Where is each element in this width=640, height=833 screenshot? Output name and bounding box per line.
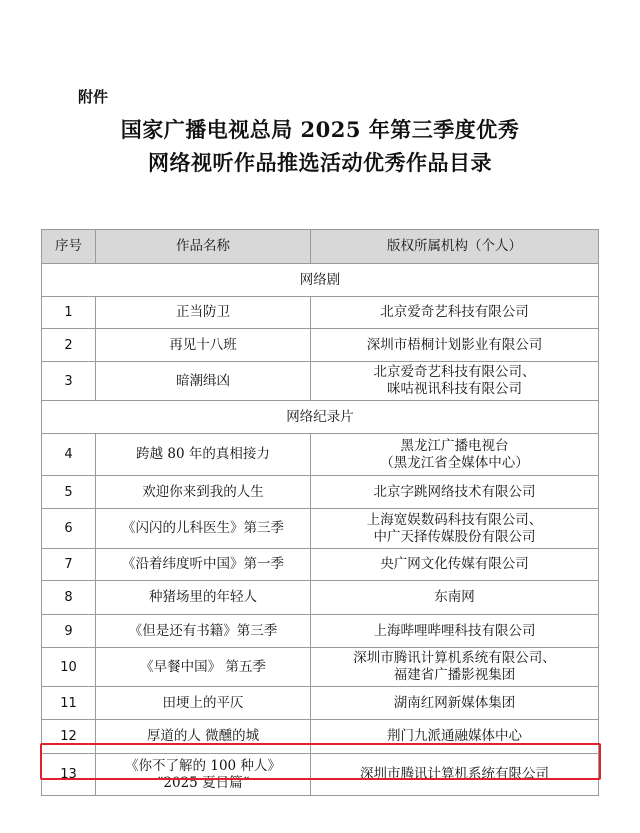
work-title-cell [96, 687, 311, 720]
category-label: 网络纪录片 [42, 401, 599, 434]
copyright-owner-cell-line: 北京字跳网络技术有限公司 [373, 483, 536, 500]
table-row [42, 329, 599, 362]
copyright-owner-cell [311, 434, 599, 476]
header-serial-number: 序号 [42, 230, 96, 264]
serial-number-cell: 13 [42, 754, 96, 796]
works-catalog-table [41, 229, 599, 796]
work-title-cell-line: 《早餐中国》 第五季 [140, 658, 266, 675]
copyright-owner-cell-line: 北京爱奇艺科技有限公司、 [373, 364, 536, 380]
category-row [42, 401, 599, 434]
table-row [42, 297, 599, 329]
table-row [42, 687, 599, 720]
highlight-box [40, 743, 601, 780]
table-row [42, 615, 599, 648]
copyright-owner-cell [311, 509, 599, 549]
work-title-cell-line: “2025 夏日篇“ [156, 774, 250, 791]
serial-number-cell: 2 [42, 329, 96, 362]
attachment-label: 附件 [78, 88, 109, 106]
copyright-owner-cell-line: 上海宽娱数码科技有限公司、 [366, 511, 543, 528]
copyright-owner-cell [311, 648, 599, 687]
table-row [42, 509, 599, 549]
work-title-cell [96, 329, 311, 362]
copyright-owner-cell [311, 549, 599, 581]
copyright-owner-cell-line: （黑龙江省全媒体中心） [380, 454, 529, 471]
serial-number-cell: 10 [42, 648, 96, 687]
serial-number-cell: 5 [42, 476, 96, 509]
copyright-owner-cell-line: 深圳市腾讯计算机系统有限公司、 [353, 650, 556, 666]
category-row [42, 264, 599, 297]
work-title-cell [96, 362, 311, 401]
document-title-line-2: 网络视听作品推选活动优秀作品目录 [148, 150, 492, 175]
serial-number-cell: 11 [42, 687, 96, 720]
work-title-cell-line: 暗潮缉凶 [176, 372, 230, 389]
copyright-owner-cell-line: 咪咕视讯科技有限公司 [387, 381, 522, 397]
work-title-cell [96, 509, 311, 549]
copyright-owner-cell [311, 581, 599, 615]
copyright-owner-cell-line: 深圳市腾讯计算机系统有限公司 [360, 766, 549, 782]
category-label: 网络剧 [42, 264, 599, 297]
serial-number-cell: 9 [42, 615, 96, 648]
copyright-owner-cell-line: 央广网文化传媒有限公司 [380, 556, 529, 572]
serial-number-cell: 4 [42, 434, 96, 476]
work-title-cell-line: 《你不了解的 100 种人》 [125, 757, 281, 774]
copyright-owner-cell-line: 中广天择传媒股份有限公司 [373, 528, 536, 545]
work-title-cell-line: 《但是还有书籍》第三季 [128, 622, 278, 639]
work-title-cell-line: 《沿着纬度听中国》第一季 [122, 556, 284, 572]
serial-number-cell: 8 [42, 581, 96, 615]
work-title-cell-line: 田埂上的平仄 [162, 694, 244, 711]
serial-number-cell: 6 [42, 509, 96, 549]
serial-number-cell: 12 [42, 720, 96, 754]
copyright-owner-cell-line: 上海哔哩哔哩科技有限公司 [373, 622, 536, 639]
work-title-cell [96, 549, 311, 581]
copyright-owner-cell-line: 东南网 [434, 589, 475, 605]
work-title-cell-line: 跨越 80 年的真相接力 [136, 446, 270, 462]
work-title-cell-line: 厚道的人 微醺的城 [146, 728, 260, 744]
copyright-owner-cell [311, 615, 599, 648]
copyright-owner-cell-line: 深圳市梧桐计划影业有限公司 [366, 336, 543, 353]
copyright-owner-cell-line: 北京爱奇艺科技有限公司 [380, 304, 529, 320]
copyright-owner-cell [311, 687, 599, 720]
work-title-cell [96, 581, 311, 615]
copyright-owner-cell [311, 297, 599, 329]
work-title-cell [96, 615, 311, 648]
work-title-cell [96, 648, 311, 687]
work-title-cell-line: 《闪闪的儿科医生》第三季 [122, 520, 284, 536]
work-title-cell [96, 434, 311, 476]
table-row [42, 581, 599, 615]
copyright-owner-cell [311, 329, 599, 362]
header-work-title: 作品名称 [96, 230, 311, 264]
copyright-owner-cell-line: 湖南红网新媒体集团 [393, 694, 516, 711]
serial-number-cell: 1 [42, 297, 96, 329]
work-title-cell-line: 正当防卫 [176, 304, 230, 320]
table-row [42, 362, 599, 401]
document-title-line-1: 国家广播电视总局 2025 年第三季度优秀 [120, 117, 520, 142]
serial-number-cell: 7 [42, 549, 96, 581]
work-title-cell-line: 种猪场里的年轻人 [149, 589, 257, 605]
table-row [42, 476, 599, 509]
serial-number-cell: 3 [42, 362, 96, 401]
copyright-owner-cell-line: 黑龙江广播电视台 [400, 437, 509, 454]
copyright-owner-cell-line: 福建省广播影视集团 [393, 667, 516, 683]
work-title-cell-line: 再见十八班 [169, 336, 237, 353]
copyright-owner-cell [311, 476, 599, 509]
work-title-cell [96, 476, 311, 509]
table-row [42, 648, 599, 687]
table-row [42, 434, 599, 476]
table-header-row [42, 230, 599, 264]
table-row [42, 549, 599, 581]
work-title-cell-line: 欢迎你来到我的人生 [142, 483, 264, 500]
copyright-owner-cell [311, 362, 599, 401]
work-title-cell [96, 297, 311, 329]
copyright-owner-cell-line: 荆门九派通融媒体中心 [387, 728, 522, 744]
header-copyright-owner: 版权所属机构（个人） [311, 230, 599, 264]
